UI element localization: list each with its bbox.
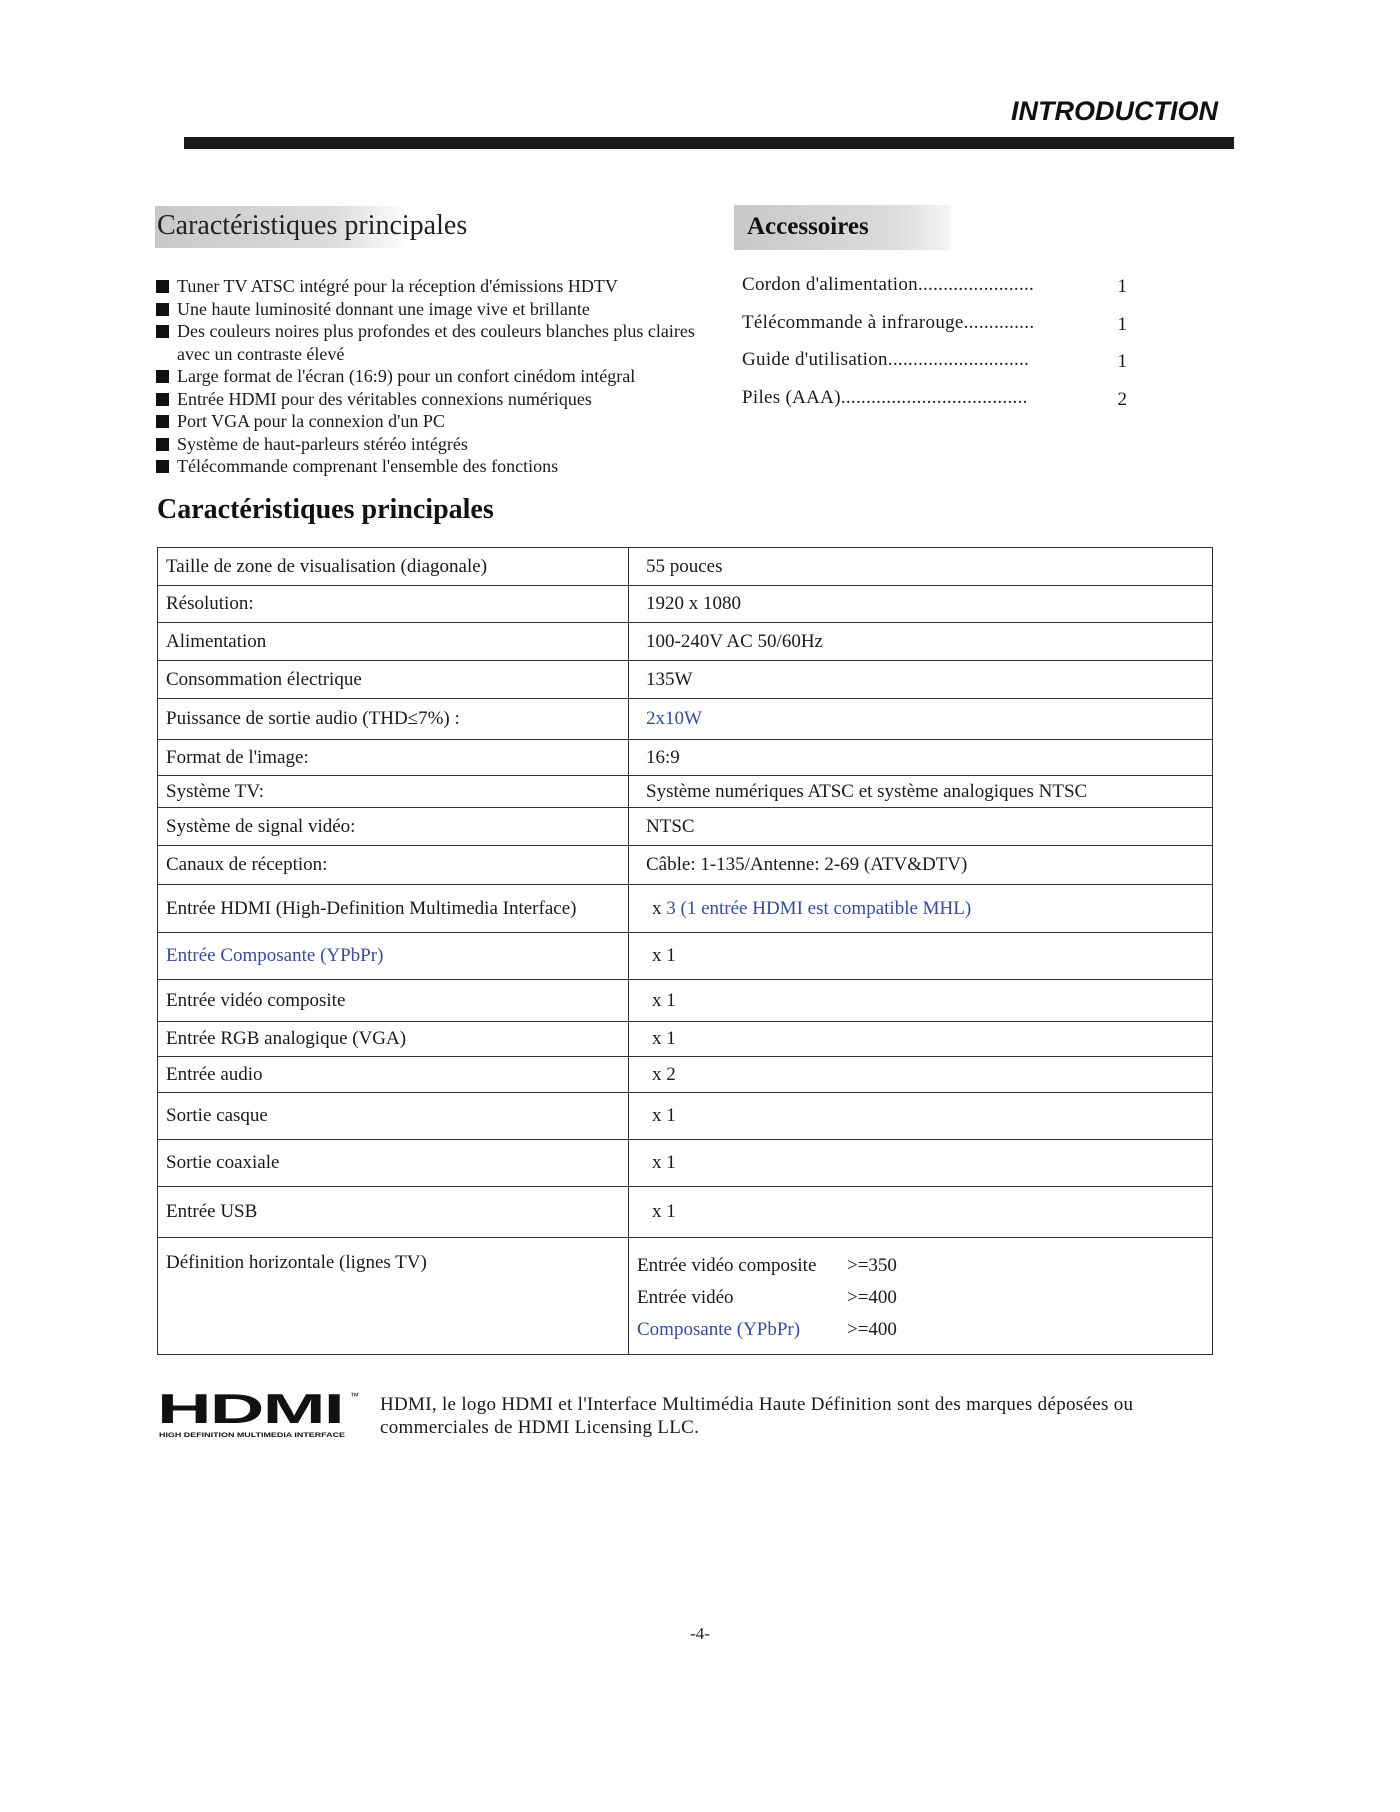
table-row [158,661,1213,699]
square-bullet-icon [156,393,169,406]
spec-value: Câble: 1-135/Antenne: 2-69 (ATV&DTV) [629,846,1213,885]
spec-value: x 1 [629,980,1213,1022]
square-bullet-icon [156,370,169,383]
table-row [158,776,1213,808]
spec-label: Entrée RGB analogique (VGA) [158,1022,629,1057]
accessories-section-title: Accessoires [747,213,869,240]
spec-label: Taille de zone de visualisation (diagonale) [158,548,629,586]
table-row [158,885,1213,933]
hdmi-logo [157,1390,367,1440]
feature-item: Une haute luminosité donnant une image vive et brillante [155,298,715,321]
spec-value: x 1 [629,1140,1213,1187]
accessory-qty: 2 [1117,388,1127,410]
spec-sub-name: Entrée vidéo [637,1287,734,1308]
spec-label: Format de l'image: [158,740,629,776]
feature-item: Large format de l'écran (16:9) pour un confort cinédom intégral [155,365,715,388]
spec-value: x 1 [629,1187,1213,1238]
header-rule [184,137,1234,149]
accessory-item [742,312,1127,350]
spec-label: Résolution: [158,586,629,623]
spec-sub-value: >=400 [847,1319,897,1340]
accessory-name: Piles (AAA)..................................... [742,386,1028,408]
spec-sub-name: Entrée vidéo composite [637,1255,817,1276]
spec-value: 55 pouces [629,548,1213,586]
spec-label: Entrée vidéo composite [158,980,629,1022]
spec-label: Entrée audio [158,1057,629,1093]
feature-item: Port VGA pour la connexion d'un PC [155,410,715,433]
spec-sub-line [637,1282,1204,1314]
spec-value: x 1 [629,1093,1213,1140]
table-row [158,586,1213,623]
accessory-name: Cordon d'alimentation....................... [742,274,1035,295]
spec-value: x 1 [629,933,1213,980]
spec-label: Alimentation [158,623,629,661]
square-bullet-icon [156,460,169,473]
accessory-item [742,387,1127,425]
table-row [158,1238,1213,1355]
spec-label: Entrée HDMI (High-Definition Multimedia Interface) [158,885,629,933]
spec-sub-name: Composante (YPbPr) [637,1319,801,1340]
square-bullet-icon [156,303,169,316]
feature-item: Des couleurs noires plus profondes et des couleurs blanches plus claires avec un contraste élevé [155,320,702,365]
accessories-section-title-box [734,205,950,250]
accessory-name: Télécommande à infrarouge.............. [742,311,1035,333]
spec-sub-value: >=400 [847,1287,897,1308]
spec-value: 135W [629,661,1213,699]
spec-value: 1920 x 1080 [629,586,1213,623]
spec-value-main: 3 (1 entrée HDMI est compatible MHL) [666,897,972,919]
spec-value [629,1238,1213,1355]
hdmi-logo-text: HDMI [157,1390,343,1432]
spec-label: Canaux de réception: [158,846,629,885]
accessory-qty: 1 [1117,351,1127,372]
square-bullet-icon [156,438,169,451]
table-row [158,548,1213,586]
accessory-item [742,274,1127,312]
spec-value: 2x10W [629,699,1213,740]
square-bullet-icon [156,415,169,428]
spec-value: Système numériques ATSC et système analogiques NTSC [629,776,1213,808]
accessory-qty: 1 [1117,276,1127,297]
features-section-title: Caractéristiques principales [157,210,468,241]
spec-value-lines [637,1238,1204,1354]
table-row [158,699,1213,740]
table-row [158,1140,1213,1187]
table-row [158,808,1213,846]
hdmi-logo-tm: ™ [350,1391,359,1401]
table-row [158,1187,1213,1238]
spec-label: Définition horizontale (lignes TV) [158,1238,629,1355]
table-row [158,846,1213,885]
feature-item: Télécommande comprenant l'ensemble des fonctions [155,455,715,478]
spec-value: 100-240V AC 50/60Hz [629,623,1213,661]
hdmi-trademark-note: HDMI, le logo HDMI et l'Interface Multimédia Haute Définition sont des marques déposées ou commerciales de HDMI Licensing LLC. [380,1394,1134,1438]
accessory-name: Guide d'utilisation............................ [742,349,1030,370]
table-row [158,623,1213,661]
square-bullet-icon [156,325,169,338]
table-row [158,1022,1213,1057]
spec-value [629,885,1213,933]
features-section-title-box [155,206,468,248]
header-title: INTRODUCTION [1011,96,1218,126]
table-row [158,1057,1213,1093]
table-row [158,1093,1213,1140]
spec-value-prefix: x [652,897,662,919]
table-row [158,933,1213,980]
spec-label: Sortie casque [158,1093,629,1140]
specs-section-title: Caractéristiques principales [157,494,494,525]
page-number: -4- [690,1624,710,1643]
spec-sub-line [637,1314,1204,1346]
spec-label: Puissance de sortie audio (THD≤7%) : [158,699,629,740]
square-bullet-icon [156,280,169,293]
spec-label: Entrée Composante (YPbPr) [158,933,629,980]
spec-value: x 2 [629,1057,1213,1093]
feature-item: Tuner TV ATSC intégré pour la réception d'émissions HDTV [155,275,715,298]
spec-label: Système de signal vidéo: [158,808,629,846]
spec-sub-value: >=350 [847,1255,897,1276]
table-row [158,740,1213,776]
spec-value: x 1 [629,1022,1213,1057]
accessory-qty: 1 [1117,313,1127,335]
spec-label: Entrée USB [158,1187,629,1238]
specs-table [157,547,1213,1355]
hdmi-logo-subtitle: HIGH DEFINITION MULTIMEDIA INTERFACE [159,1432,346,1439]
accessories-list [742,274,1127,424]
table-row [158,980,1213,1022]
feature-item: Entrée HDMI pour des véritables connexions numériques [155,388,715,411]
spec-value: NTSC [629,808,1213,846]
feature-item: Système de haut-parleurs stéréo intégrés [155,433,715,456]
features-list [155,275,715,478]
spec-value: 16:9 [629,740,1213,776]
spec-label: Consommation électrique [158,661,629,699]
spec-sub-line [637,1250,1204,1282]
accessory-item [742,349,1127,387]
spec-label: Système TV: [158,776,629,808]
spec-label: Sortie coaxiale [158,1140,629,1187]
